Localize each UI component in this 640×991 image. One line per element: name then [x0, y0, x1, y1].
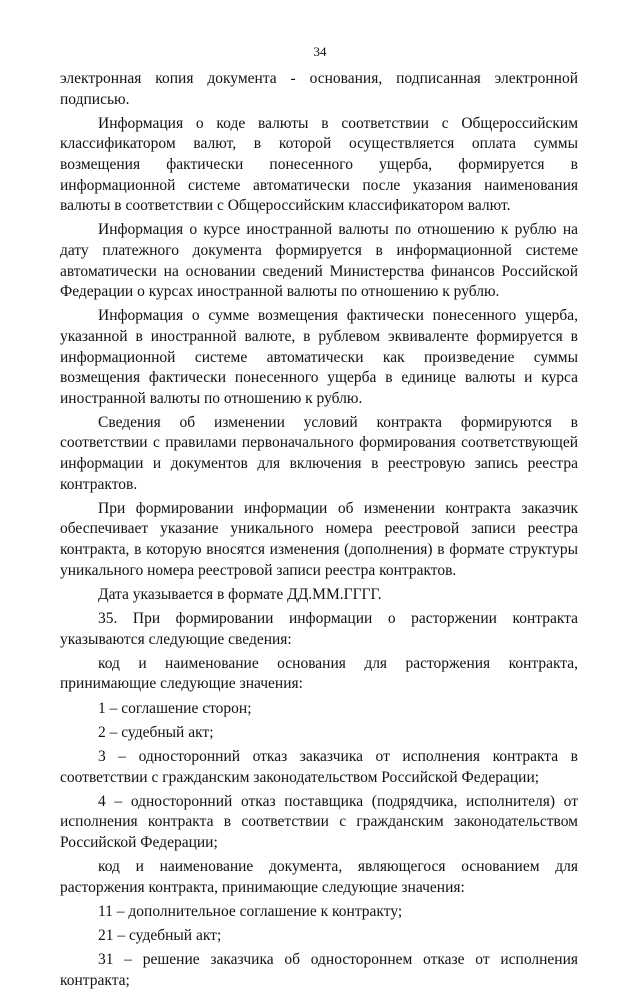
paragraph: код и наименование документа, являющегося основанием для расторжения контракта, принимающие следующие значения: [60, 858, 578, 896]
list-item: 4 – односторонний отказ поставщика (подрядчика, исполнителя) от исполнения контракта в соответствии с гражданским законодательством Российской Федерации; [60, 792, 578, 851]
list-item: 3 – односторонний отказ заказчика от исполнения контракта в соответствии с гражданским законодательством Российской Федерации; [60, 747, 578, 786]
paragraph: При формировании информации об изменении контракта заказчик обеспечивает указание уникального номера реестровой записи реестра контракта, в которую вносятся изменения (дополнения) в формате структуры уникального номера реестровой записи реестра контрактов. [60, 499, 578, 579]
paragraph: Дата указывается в формате ДД.ММ.ГГГГ. [98, 585, 382, 603]
document-body [60, 69, 578, 991]
list-item: 2 – судебный акт; [98, 723, 214, 741]
paragraph: Сведения об изменении условий контракта формируются в соответствии с правилами первоначального формирования соответствующей информации и документов для включения в реестровую запись реестра контрактов. [60, 413, 578, 493]
paragraph: электронная копия документа - основания, подписанная электронной подписью. [60, 70, 578, 108]
list-item: 31 – решение заказчика об одностороннем отказе от исполнения контракта; [60, 951, 578, 989]
paragraph: Информация о коде валюты в соответствии с Общероссийским классификатором валют, в которой осуществляется оплата суммы возмещения фактически понесенного ущерба, формируется в информационной системе автоматически после указания наименования валюты в соответствии с Общероссийским классификатором валют. [60, 114, 578, 215]
list-item: 11 – дополнительное соглашение к контракту; [98, 902, 403, 920]
page-number: 34 [313, 44, 327, 59]
list-item: 21 – судебный акт; [98, 927, 222, 945]
paragraph: код и наименование основания для расторжения контракта, принимающие следующие значения: [60, 654, 578, 693]
paragraph: 35. При формировании информации о расторжении контракта указываются следующие сведения: [60, 610, 578, 648]
paragraph: Информация о сумме возмещения фактически понесенного ущерба, указанной в иностранной валюте, в рублевом эквиваленте формируется в информационной системе автоматически как произведение суммы возмещения фактически понесенного ущерба в единице валюты и курса иностранной валюты по отношению к рублю. [60, 307, 578, 407]
list-item: 1 – соглашение сторон; [98, 699, 252, 717]
paragraph: Информация о курсе иностранной валюты по отношению к рублю на дату платежного документа формируется в информационной системе автоматически на основании сведений Министерства финансов Российской Федерации о курсах иностранной валюты по отношению к рублю. [60, 221, 578, 301]
